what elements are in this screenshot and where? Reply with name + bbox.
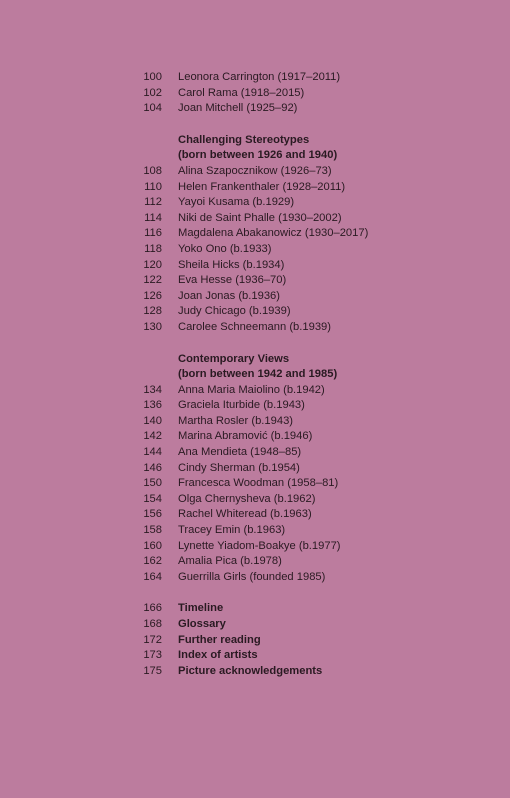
toc-entry [0, 320, 510, 336]
entry-title: Marina Abramović (b.1946) [178, 430, 313, 443]
entry-title: Graciela Iturbide (b.1943) [178, 399, 305, 412]
section-subheading [0, 148, 510, 164]
toc-entry [0, 101, 510, 117]
page-number: 126 [143, 289, 162, 302]
entry-title: Tracey Emin (b.1963) [178, 524, 286, 537]
entry-title: Magdalena Abakanowicz (1930–2017) [178, 227, 369, 240]
page-number: 108 [143, 164, 162, 177]
page-number: 173 [143, 649, 162, 662]
page-number: 164 [143, 570, 162, 583]
page-number: 122 [143, 274, 162, 287]
section-heading-text: Challenging Stereotypes [178, 133, 310, 146]
toc-entry [0, 242, 510, 258]
section-spacer [0, 117, 510, 133]
toc-entry [0, 461, 510, 477]
page-number: 136 [143, 399, 162, 412]
toc-entry [0, 195, 510, 211]
entry-title: Joan Jonas (b.1936) [178, 289, 280, 302]
page-number: 130 [143, 320, 162, 333]
entry-title: Lynette Yiadom-Boakye (b.1977) [178, 539, 341, 552]
page-number: 172 [143, 633, 162, 646]
page-number: 140 [143, 414, 162, 427]
toc-entry [0, 664, 510, 680]
entry-title: Further reading [178, 633, 261, 646]
entry-title: Helen Frankenthaler (1928–2011) [178, 180, 346, 193]
entry-title: Timeline [178, 602, 224, 615]
entry-title: Eva Hesse (1936–70) [178, 274, 287, 287]
toc-entry [0, 523, 510, 539]
page-number: 160 [143, 539, 162, 552]
section-heading [0, 133, 510, 149]
toc-entry [0, 398, 510, 414]
entry-title: Leonora Carrington (1917–2011) [178, 71, 341, 83]
toc-entry [0, 289, 510, 305]
page-number: 104 [143, 102, 162, 115]
entry-title: Picture acknowledgements [178, 664, 323, 677]
entry-title: Niki de Saint Phalle (1930–2002) [178, 211, 342, 224]
page-number: 150 [143, 477, 162, 490]
toc-entry [0, 180, 510, 196]
page-number: 168 [143, 618, 162, 630]
toc-entry [0, 445, 510, 461]
toc-entry [0, 164, 510, 180]
page-number: 114 [144, 211, 162, 224]
entry-title: Olga Chernysheva (b.1962) [178, 492, 316, 505]
toc-entry [0, 507, 510, 523]
toc-entry [0, 304, 510, 320]
page-number: 112 [144, 196, 162, 209]
entry-title: Rachel Whiteread (b.1963) [178, 508, 312, 521]
entry-title: Ana Mendieta (1948–85) [178, 446, 302, 459]
entry-title: Amalia Pica (b.1978) [178, 555, 282, 568]
toc-entry [0, 617, 510, 633]
page-number: 156 [143, 508, 162, 521]
table-of-contents [0, 70, 510, 679]
toc-entry [0, 383, 510, 399]
entry-title: Yoko Ono (b.1933) [178, 242, 272, 255]
toc-entry [0, 226, 510, 242]
entry-title: Yayoi Kusama (b.1929) [178, 196, 295, 209]
toc-entry [0, 601, 510, 617]
entry-title: Index of artists [178, 649, 258, 662]
toc-entry [0, 429, 510, 445]
entry-title: Alina Szapocznikow (1926–73) [178, 164, 332, 177]
entry-title: Anna Maria Maiolino (b.1942) [178, 383, 325, 396]
section-spacer [0, 336, 510, 352]
section-subheading [0, 367, 510, 383]
toc-entry [0, 70, 510, 86]
page-number: 144 [143, 446, 162, 459]
section-heading [0, 352, 510, 368]
entry-title: Carol Rama (1918–2015) [178, 86, 305, 99]
toc-entry [0, 570, 510, 586]
toc-entry [0, 476, 510, 492]
page-number: 146 [143, 461, 162, 474]
entry-title: Cindy Sherman (b.1954) [178, 461, 300, 474]
page-number: 118 [144, 242, 162, 255]
entry-title: Francesca Woodman (1958–81) [178, 477, 339, 490]
page-number: 110 [144, 180, 162, 193]
page-number: 175 [143, 664, 162, 677]
section-heading-text: (born between 1942 and 1985) [178, 368, 338, 381]
entry-title: Martha Rosler (b.1943) [178, 414, 294, 427]
toc-entry [0, 648, 510, 664]
page-number: 100 [143, 71, 162, 83]
toc-entry [0, 211, 510, 227]
toc-entry [0, 554, 510, 570]
page-number: 158 [143, 524, 162, 537]
entry-title: Judy Chicago (b.1939) [178, 305, 291, 318]
page-number: 134 [143, 383, 162, 396]
entry-title: Glossary [178, 618, 226, 630]
entry-title: Guerrilla Girls (founded 1985) [178, 570, 326, 583]
page-number: 128 [143, 305, 162, 318]
page-number: 154 [143, 492, 162, 505]
page-number: 120 [143, 258, 162, 271]
page-number: 102 [143, 86, 162, 99]
section-spacer [0, 585, 510, 601]
page-number: 166 [143, 602, 162, 615]
toc-entry [0, 258, 510, 274]
toc-entry [0, 414, 510, 430]
entry-title: Sheila Hicks (b.1934) [178, 258, 285, 271]
page-number: 116 [144, 227, 162, 240]
toc-entry [0, 633, 510, 649]
page-number: 142 [143, 430, 162, 443]
toc-entry [0, 539, 510, 555]
section-heading-text: Contemporary Views [178, 352, 290, 365]
page-number: 162 [143, 555, 162, 568]
toc-entry [0, 273, 510, 289]
section-heading-text: (born between 1926 and 1940) [178, 149, 338, 162]
entry-title: Carolee Schneemann (b.1939) [178, 320, 331, 333]
toc-entry [0, 492, 510, 508]
entry-title: Joan Mitchell (1925–92) [178, 102, 298, 115]
toc-entry [0, 86, 510, 102]
